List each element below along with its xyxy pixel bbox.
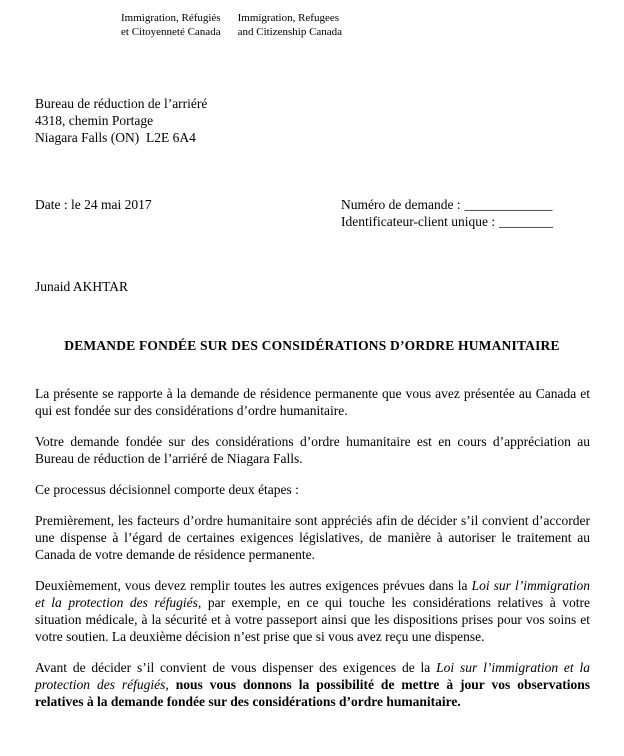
sender-address (35, 95, 624, 146)
client-id-blank: ________ (499, 214, 554, 229)
paragraph-processing-office (35, 433, 590, 467)
bold-emphasis-segment: nous vous donnons la possibilité de mettre à jour vos observations relatives à la demande fondée sur des considérations d’ordre humanitaire. (35, 677, 591, 709)
text-segment: Ce processus décisionnel comporte deux étapes : (35, 482, 299, 497)
text-segment: Avant de décider s’il convient de vous dispenser des exigences de la (35, 660, 437, 675)
paragraph-second-step (35, 577, 590, 645)
client-id-label: Identificateur-client unique : (341, 214, 496, 229)
dept-en-line2: and Citizenship Canada (237, 25, 343, 38)
law-title-italic: Loi sur l’immigration et la protection des réfugiés (35, 660, 590, 692)
reference-block (341, 196, 590, 230)
text-segment: Votre demande fondée sur des considérations d’ordre humanitaire est en cours d’appréciation au Bureau de réduction de l’arriéré de Niagara Falls. (35, 434, 590, 466)
letter-date: Date : le 24 mai 2017 (35, 197, 152, 212)
client-id-line (341, 213, 590, 230)
law-title-italic: Loi sur l’immigration et la protection des réfugiés (35, 578, 590, 610)
paragraph-intro (35, 385, 590, 419)
dept-en-line1: Immigration, Refugees (237, 12, 340, 24)
paragraph-first-step (35, 512, 590, 563)
text-segment: , par exemple, en ce qui touche les considérations relatives à votre situation médicale, à la sécurité et à votre passeport ainsi que les dispositions prises pour vos soins et votre soutien. La deuxième décision n’est prise que si vous avez reçu une dispense. (35, 595, 590, 644)
letterhead (0, 0, 624, 39)
dept-fr-line1: Immigration, Réfugiés (121, 12, 221, 24)
street-address: 4318, chemin Portage (35, 113, 154, 128)
recipient-name: Junaid AKHTAR (35, 279, 129, 294)
application-number-blank: _____________ (464, 197, 553, 212)
paragraph-two-steps (35, 481, 590, 498)
text-segment: , (165, 677, 176, 692)
text-segment: La présente se rapporte à la demande de résidence permanente que vous avez présentée au Canada et qui est fondée sur des considérations d’ordre humanitaire. (35, 386, 590, 418)
city-postal: Niagara Falls (ON) L2E 6A4 (35, 130, 196, 145)
dept-name-french (121, 12, 221, 39)
text-segment: Premièrement, les facteurs d’ordre humanitaire sont appréciés afin de décider s’il convient d’accorder une dispense à l’égard de certaines exigences législatives, de manière à autoriser le traitement au Canada de votre demande de résidence permanente. (35, 513, 590, 562)
dept-name-english (238, 12, 342, 39)
application-number-line (341, 196, 590, 213)
letter-body (35, 385, 590, 710)
application-number-label: Numéro de demande : (341, 197, 461, 212)
paragraph-update-opportunity (35, 659, 590, 710)
date-reference-row (35, 196, 590, 230)
dept-fr-line2: et Citoyenneté Canada (121, 25, 221, 38)
text-segment: Deuxièmement, vous devez remplir toutes les autres exigences prévues dans la (35, 578, 472, 593)
office-name: Bureau de réduction de l’arriéré (35, 96, 208, 111)
letter-title: DEMANDE FONDÉE SUR DES CONSIDÉRATIONS D’ORDRE HUMANITAIRE (64, 338, 560, 353)
